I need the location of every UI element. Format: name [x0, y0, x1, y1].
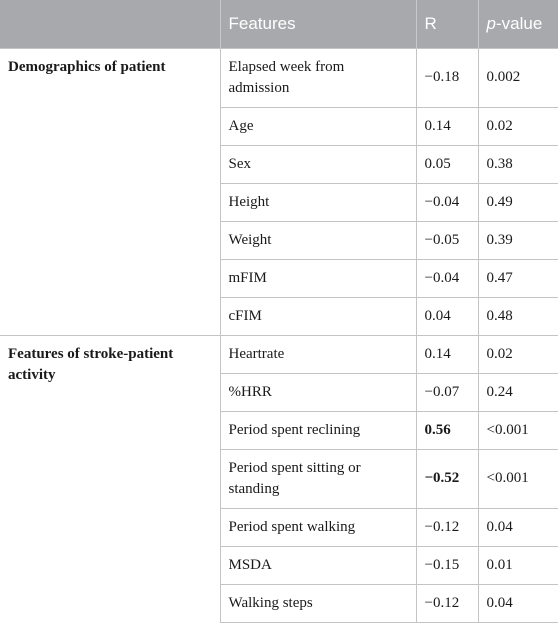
- p-cell: 0.04: [478, 508, 558, 546]
- feature-cell: Period spent walking: [220, 508, 416, 546]
- header-row: [0, 0, 558, 48]
- r-cell: 0.14: [416, 335, 478, 373]
- r-cell-highlighted: −0.52: [416, 449, 478, 508]
- p-cell: 0.04: [478, 584, 558, 622]
- feature-cell: Age: [220, 107, 416, 145]
- header-p-italic: p: [486, 13, 496, 33]
- feature-cell: mFIM: [220, 259, 416, 297]
- r-cell: −0.04: [416, 259, 478, 297]
- p-cell: <0.001: [478, 411, 558, 449]
- r-cell: −0.12: [416, 584, 478, 622]
- p-cell: 0.38: [478, 145, 558, 183]
- feature-cell: Height: [220, 183, 416, 221]
- r-cell: 0.05: [416, 145, 478, 183]
- header-r: R: [416, 0, 478, 48]
- p-cell: <0.001: [478, 449, 558, 508]
- header-p-value: [478, 0, 558, 48]
- header-features: Features: [220, 0, 416, 48]
- r-cell: −0.05: [416, 221, 478, 259]
- table-row: [0, 335, 558, 373]
- feature-cell: Walking steps: [220, 584, 416, 622]
- feature-cell: Period spent sitting or standing: [220, 449, 416, 508]
- p-cell: 0.02: [478, 107, 558, 145]
- p-cell: 0.002: [478, 48, 558, 107]
- p-cell: 0.02: [478, 335, 558, 373]
- p-cell: 0.49: [478, 183, 558, 221]
- p-cell: 0.24: [478, 373, 558, 411]
- r-cell: −0.04: [416, 183, 478, 221]
- feature-cell: cFIM: [220, 297, 416, 335]
- feature-cell: Period spent reclining: [220, 411, 416, 449]
- feature-cell: Sex: [220, 145, 416, 183]
- r-cell-highlighted: 0.56: [416, 411, 478, 449]
- p-cell: 0.48: [478, 297, 558, 335]
- feature-cell: Weight: [220, 221, 416, 259]
- p-cell: 0.47: [478, 259, 558, 297]
- p-cell: 0.01: [478, 546, 558, 584]
- r-cell: 0.14: [416, 107, 478, 145]
- group-label-activity: Features of stroke-patient activity: [0, 335, 220, 622]
- r-cell: 0.04: [416, 297, 478, 335]
- r-cell: −0.12: [416, 508, 478, 546]
- header-group: [0, 0, 220, 48]
- table-row: [0, 48, 558, 107]
- r-cell: −0.15: [416, 546, 478, 584]
- p-cell: 0.39: [478, 221, 558, 259]
- group-label-demographics: Demographics of patient: [0, 48, 220, 335]
- feature-cell: MSDA: [220, 546, 416, 584]
- feature-cell: Elapsed week from admission: [220, 48, 416, 107]
- r-cell: −0.07: [416, 373, 478, 411]
- feature-cell: Heartrate: [220, 335, 416, 373]
- feature-cell: %HRR: [220, 373, 416, 411]
- r-cell: −0.18: [416, 48, 478, 107]
- header-p-rest: -value: [495, 13, 543, 33]
